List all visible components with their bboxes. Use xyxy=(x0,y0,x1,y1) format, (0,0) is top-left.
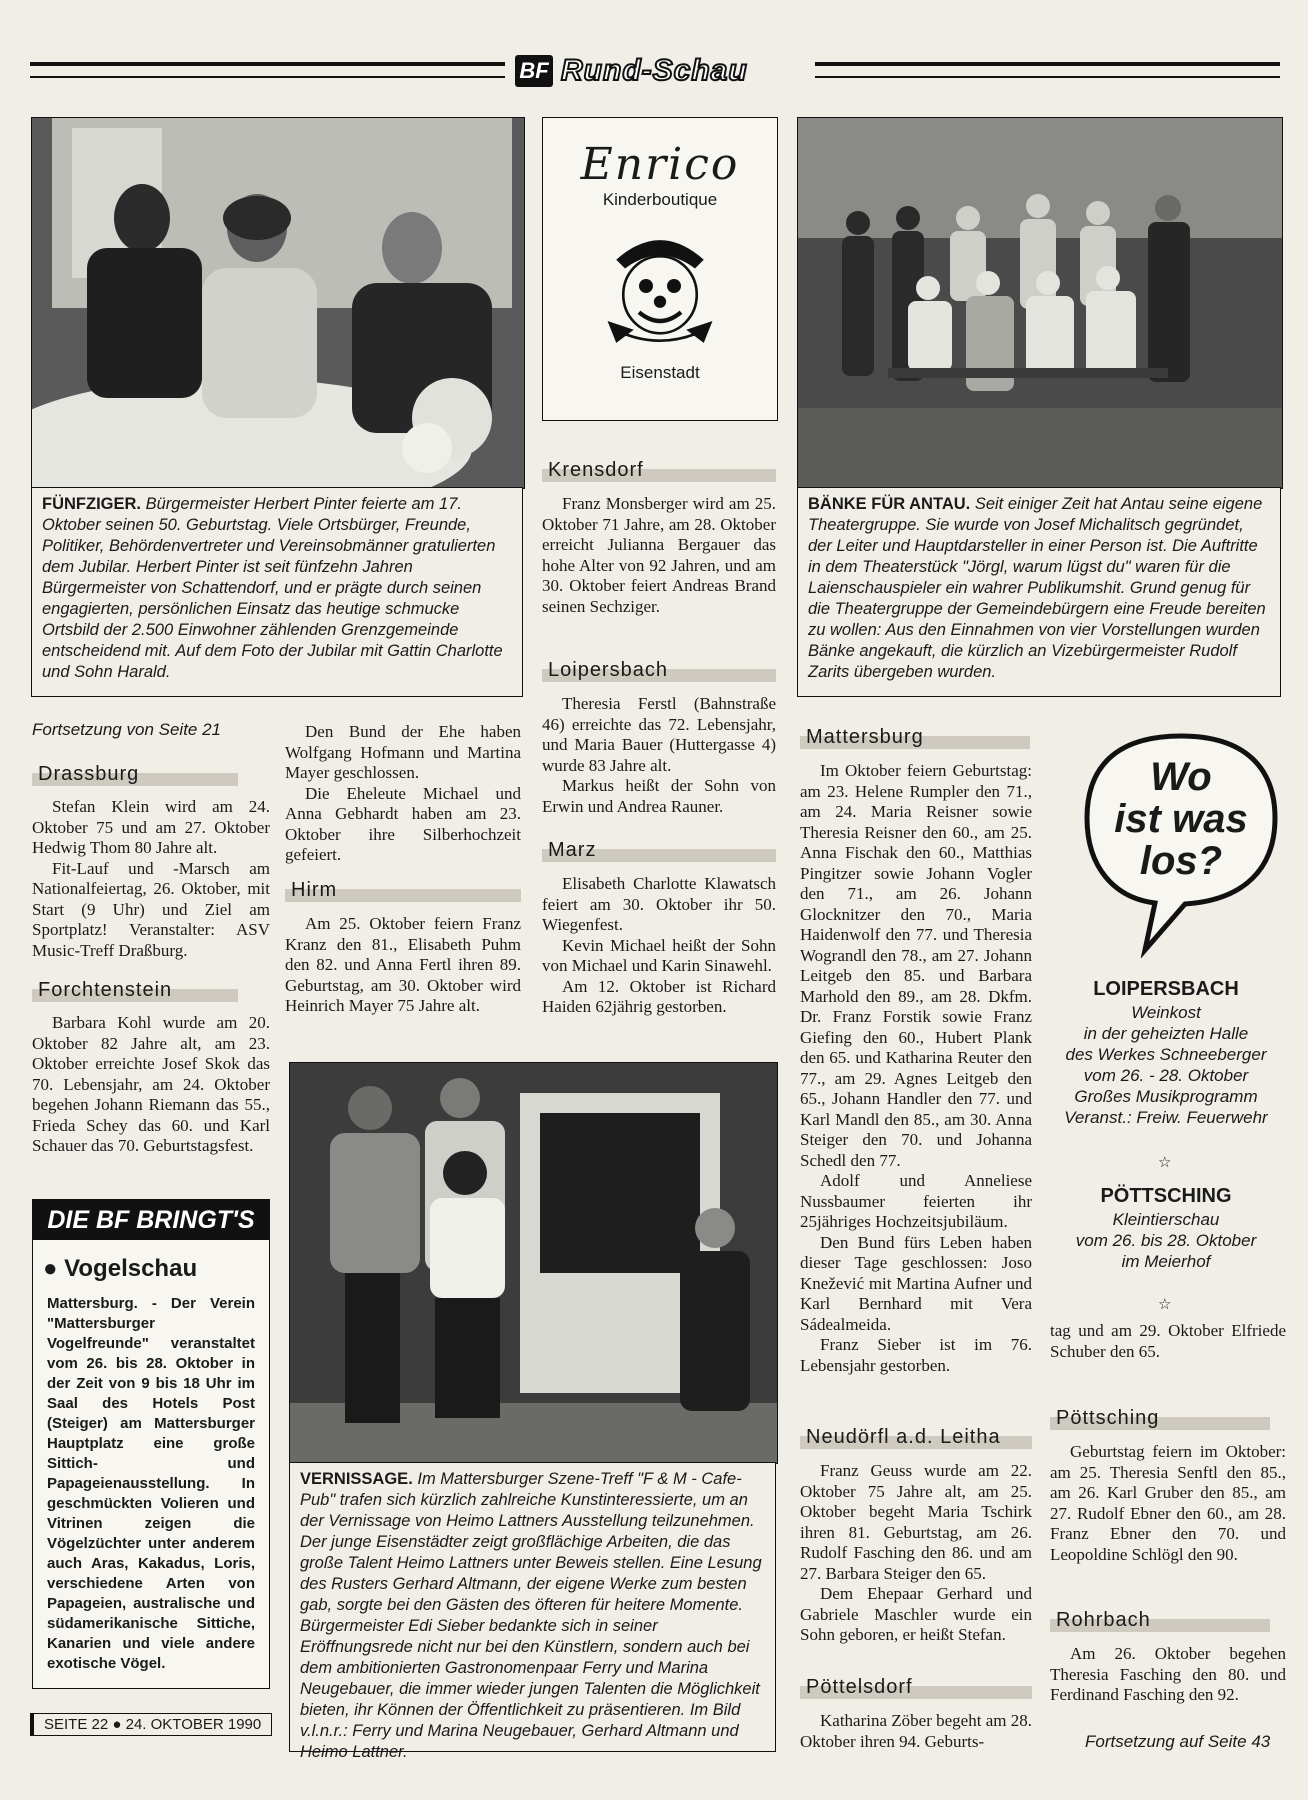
paragraph: Franz Monsberger wird am 25. Oktober 71 Jahre, am 28. Oktober erreicht Julianna Bergauer das hohe Alter von 92 Jahren, und am 30. Oktober feiert Andreas Brand seinen Sechziger. xyxy=(542,494,776,616)
paragraph: Katharina Zöber begeht am 28. Oktober ihren 94. Geburts- xyxy=(800,1711,1032,1751)
page-footer xyxy=(30,1713,272,1736)
paragraph: Markus heißt der Sohn von Erwin und Andrea Rauner. xyxy=(542,776,776,816)
paragraph: Elisabeth Charlotte Klawatsch feiert am 30. Oktober ihr 50. Wiegenfest. xyxy=(542,874,776,934)
section-col2-cont xyxy=(285,722,521,866)
caption-antau xyxy=(797,487,1281,697)
event-line: des Werkes Schneeberger xyxy=(1065,1045,1267,1064)
fortsetzung-von: Fortsetzung von Seite 21 xyxy=(32,720,222,739)
footer-date: 24. OKTOBER 1990 xyxy=(125,1716,262,1733)
speech-bubble xyxy=(1075,728,1287,958)
section-loipersbach xyxy=(542,694,776,817)
bubble-line-2: ist was xyxy=(1114,797,1248,841)
event-line: Kleintierschau xyxy=(1112,1210,1220,1229)
masthead xyxy=(515,52,748,90)
event-head: PÖTTSCHING xyxy=(1100,1185,1232,1207)
photo-antau xyxy=(797,117,1283,489)
photo-antau-image xyxy=(798,118,1282,488)
section-mattersburg xyxy=(800,761,1032,1376)
paragraph: Am 25. Oktober feiern Franz Kranz den 81., Elisabeth Puhm den 82. und Anna Fertl ihren 89. Geburtstag, am 30. Oktober wird Heinrich Mayer 75 Jahre alt. xyxy=(285,914,521,1015)
section-poettsching xyxy=(1050,1442,1286,1565)
bullet-icon: ● xyxy=(43,1255,65,1282)
paragraph: Kevin Michael heißt der Sohn von Michael und Karin Sinawehl. xyxy=(542,935,776,975)
paragraph: Theresia Ferstl (Bahnstraße 46) erreichte das 72. Lebensjahr, und Maria Bauer (Huttergasse 4) wurde 83 Jahre alt. xyxy=(542,694,776,775)
section-forchtenstein xyxy=(32,1013,270,1157)
paragraph: Die Eheleute Michael und Anna Gebhardt haben am 23. Oktober ihre Silberhochzeit gefeiert. xyxy=(285,783,521,864)
bubble-line-3: los? xyxy=(1139,839,1223,883)
section-marz xyxy=(542,874,776,1018)
event-line: vom 26. bis 28. Oktober xyxy=(1075,1231,1257,1250)
caption-fuenfziger-text: Bürgermeister Herbert Pinter feierte am 17. Oktober seinen 50. Geburtstag. Viele Ortsbürger, Freunde, Politiker, Behördenvertreter und Vereinsobmänner gratulierten dem Jubilar. Herbert Pinter ist seit fünfzehn Jahren Bürgermeister von Schattendorf, und er prägte durch seinen engagierten, persönlichen Einsatz das heutige schmucke Ortsbild der 2.500 Einwohner zählenden Grenzgemeinde entscheidend mit. Auf dem Foto der Jubilar mit Gattin Charlotte und Sohn Harald. xyxy=(42,495,503,681)
section-drassburg xyxy=(32,797,270,961)
section-head-poettsching: Pöttsching xyxy=(1050,1406,1270,1430)
caption-fuenfziger-head: FÜNFZIGER. xyxy=(42,495,141,513)
section-head-mattersburg: Mattersburg xyxy=(800,725,1030,749)
section-head-krensdorf: Krensdorf xyxy=(542,458,776,482)
event-head: LOIPERSBACH xyxy=(1093,978,1239,1000)
paragraph: Fit-Lauf und -Marsch am Nationalfeiertag, 26. Oktober, mit Start (9 Uhr) und Ziel am Sportplatz! Veranstalter: ASV Music-Treff Draßburg. xyxy=(32,858,270,960)
enrico-subtitle: Kinderboutique xyxy=(602,190,718,209)
section-krensdorf xyxy=(542,494,776,617)
caption-vernissage xyxy=(289,1462,776,1761)
photo-vernissage-image xyxy=(290,1063,777,1463)
bf-logo: BF xyxy=(515,55,553,87)
star-separator-icon: ☆ xyxy=(1158,1295,1172,1313)
section-head-rohrbach: Rohrbach xyxy=(1050,1608,1270,1632)
section-poettelsdorf xyxy=(800,1711,1032,1752)
footer-bullet: ● xyxy=(112,1716,122,1733)
section-head-poettelsdorf: Pöttelsdorf xyxy=(800,1675,1032,1699)
clown-illustration xyxy=(590,224,730,348)
event-poettsching xyxy=(1048,1183,1284,1272)
paragraph: Am 12. Oktober ist Richard Haiden 62jährig gestorben. xyxy=(542,976,776,1016)
caption-antau-head: BÄNKE FÜR ANTAU. xyxy=(808,495,971,513)
footer-page: SEITE 22 xyxy=(44,1716,109,1733)
masthead-title: Rund-Schau xyxy=(561,54,748,87)
paragraph: Den Bund der Ehe haben Wolfgang Hofmann und Martina Mayer geschlossen. xyxy=(285,722,521,782)
section-head-marz: Marz xyxy=(542,838,776,862)
section-neudoerfl xyxy=(800,1461,1032,1646)
photo-vernissage xyxy=(289,1062,778,1464)
event-line: Weinkost xyxy=(1131,1003,1201,1022)
section-col5-cont xyxy=(1050,1321,1286,1362)
section-head-neudoerfl: Neudörfl a.d. Leitha xyxy=(800,1425,1032,1449)
caption-antau-text: Seit einiger Zeit hat Antau seine eigene Theatergruppe. Sie wurde von Josef Michalitsch gegründet, der Leiter und Hauptdarsteller in einer Person ist. Die Auftritte in dem Theaterstück "Jörgl, warum lügst du" waren für die Laienschauspieler ein wahrer Publikumshit. Grund genug für die Theatergruppe der Gemeindebürgern eine Freude bereiten zu wollen: Aus den Einnahmen von vier Vorstellungen wurden Bänke angekauft, die kürzlich an Vizebürgermeister Rudolf Zarits übergeben wurden. xyxy=(808,495,1266,681)
event-line: vom 26. - 28. Oktober xyxy=(1083,1066,1249,1085)
section-head-hirm: Hirm xyxy=(285,878,521,902)
bringts-body: Mattersburg. - Der Verein "Mattersburger Vogelfreunde" veranstaltet vom 26. bis 28. Oktober in der Zeit von 9 bis 18 Uhr im Saal des Hotels Post (Steiger) am Mattersburger Hauptplatz eine große Sittich- und Papageienausstellung. In geschmückten Volieren und Vitrinen zeigen die Vögelzüchter unter anderem auch Aras, Kakadus, Loris, verschiedene Arten von Papageien, australische und südamerikanische Sittiche, Kanarien und viele andere exotische Vögel. xyxy=(47,1295,255,1672)
paragraph: Franz Geuss wurde am 22. Oktober 75 Jahre alt, am 25. Oktober begeht Maria Tschirk ihren 81. Geburtstag, am 26. Rudolf Fasching den 86. und am 27. Barbara Steiger den 65. xyxy=(800,1461,1032,1583)
enrico-ad xyxy=(542,117,778,421)
masthead-rule-left xyxy=(30,62,505,78)
section-head-forchtenstein: Forchtenstein xyxy=(32,978,238,1002)
event-line: Großes Musikprogramm xyxy=(1074,1087,1258,1106)
star-separator-icon: ☆ xyxy=(1158,1153,1172,1171)
paragraph: Den Bund fürs Leben haben dieser Tage geschlossen: Joso Knežević mit Martina Aufner und Karl Bernhard mit Vera Sádealmeida. xyxy=(800,1232,1032,1334)
bubble-line-1: Wo xyxy=(1150,755,1212,799)
fortsetzung-auf: Fortsetzung auf Seite 43 xyxy=(1085,1732,1271,1751)
event-line: Veranst.: Freiw. Feuerwehr xyxy=(1064,1108,1268,1127)
paragraph: Im Oktober feiern Geburtstag: am 23. Helene Rumpler den 71., am 24. Maria Reisner sowie Theresia Reisner den 60., am 25. Anna Fischak den 60., Matthias Pingitzer sowie Johann Vogler den 71., am 26. Johann Glocknitzer den 70., Maria Haidenwolf den 77. und Theresia Wograndl den 78., am 27. Johann Leitgeb den 85. und Barbara Marhold den 89., am 28. Dkfm. Dr. Franz Forstik sowie Franz Giefing den 60., Hubert Plank den 65. und Katharina Reuter den 77., am 29. Agnes Leitgeb den 65., Johann Handler den 77. und Karl Mandl den 85., am 30. Anna Steiger den 70. und Johanna Schedl den 77. xyxy=(800,761,1032,1170)
masthead-rule-right xyxy=(815,62,1280,78)
paragraph: Franz Sieber ist im 76. Lebensjahr gestorben. xyxy=(800,1335,1032,1375)
photo-fuenfziger xyxy=(31,117,525,489)
event-line: im Meierhof xyxy=(1121,1252,1211,1271)
bringts-title: ● Vogelschau xyxy=(43,1255,198,1282)
paragraph: Am 26. Oktober begehen Theresia Fasching den 80. und Ferdinand Fasching den 92. xyxy=(1050,1644,1286,1704)
paragraph: Stefan Klein wird am 24. Oktober 75 und am 27. Oktober Hedwig Thom 80 Jahre alt. xyxy=(32,797,270,857)
enrico-city: Eisenstadt xyxy=(620,363,700,382)
bringts-header: DIE BF BRINGT'S xyxy=(33,1200,269,1240)
paragraph: Adolf und Anneliese Nussbaumer feierten ihr 25jähriges Hochzeitsjubiläum. xyxy=(800,1171,1032,1231)
paragraph: Dem Ehepaar Gerhard und Gabriele Maschler wurde ein Sohn geboren, er heißt Stefan. xyxy=(800,1584,1032,1644)
caption-vernissage-text: Im Mattersburger Szene-Treff "F & M - Cafe-Pub" trafen sich kürzlich zahlreiche Kunstinteressierte, um an der Vernissage von Heimo Lattners Ausstellung teilzunehmen. Der junge Eisenstädter zeigt großflächige Arbeiten, die das große Talent Heimo Lattners unter Beweis stellen. Eine Lesung des Rusters Gerhard Altmann, der eigene Werke zum besten gab, sorgte bei den Gästen des öfteren für heitere Momente. Bürgermeister Edi Sieber bedankte sich in seiner Eröffnungsrede nicht nur bei den Künstlern, sondern auch bei dem ambitionierten Gastronomenpaar Ferry und Marina Neugebauer, die immer wieder jungen Talenten die Möglichkeit bieten, ihr Können der Öffentlichkeit zu präsentieren. Im Bild v.l.n.r.: Ferry und Marina Neugebauer, Gerhard Altmann und Heimo Lattner. xyxy=(300,1470,762,1761)
photo-fuenfziger-image xyxy=(32,118,524,488)
paragraph: tag und am 29. Oktober Elfriede Schuber den 65. xyxy=(1050,1321,1286,1361)
paragraph: Barbara Kohl wurde am 20. Oktober 82 Jahre alt, am 23. Oktober erreichte Josef Skok das 70. Lebensjahr, am 24. Oktober begehen Johann Riemann das 55., Frieda Schey das 60. und Karl Schauer das 70. Geburtstagsfest. xyxy=(32,1013,270,1155)
caption-vernissage-head: VERNISSAGE. xyxy=(300,1470,413,1488)
section-hirm xyxy=(285,914,521,1017)
bringts-box xyxy=(32,1199,270,1689)
event-loipersbach xyxy=(1048,976,1284,1128)
section-head-loipersbach: Loipersbach xyxy=(542,658,776,682)
section-head-drassburg: Drassburg xyxy=(32,762,238,786)
enrico-name: Enrico xyxy=(580,139,740,190)
section-rohrbach xyxy=(1050,1644,1286,1706)
caption-fuenfziger xyxy=(31,487,523,697)
paragraph: Geburtstag feiern im Oktober: am 25. Theresia Senftl den 85., am 26. Karl Gruber den 85., am 27. Rudolf Ebner den 60., am 28. Franz Ebner den 70. und Leopoldine Schlögl den 90. xyxy=(1050,1442,1286,1564)
event-line: in der geheizten Halle xyxy=(1083,1024,1249,1043)
